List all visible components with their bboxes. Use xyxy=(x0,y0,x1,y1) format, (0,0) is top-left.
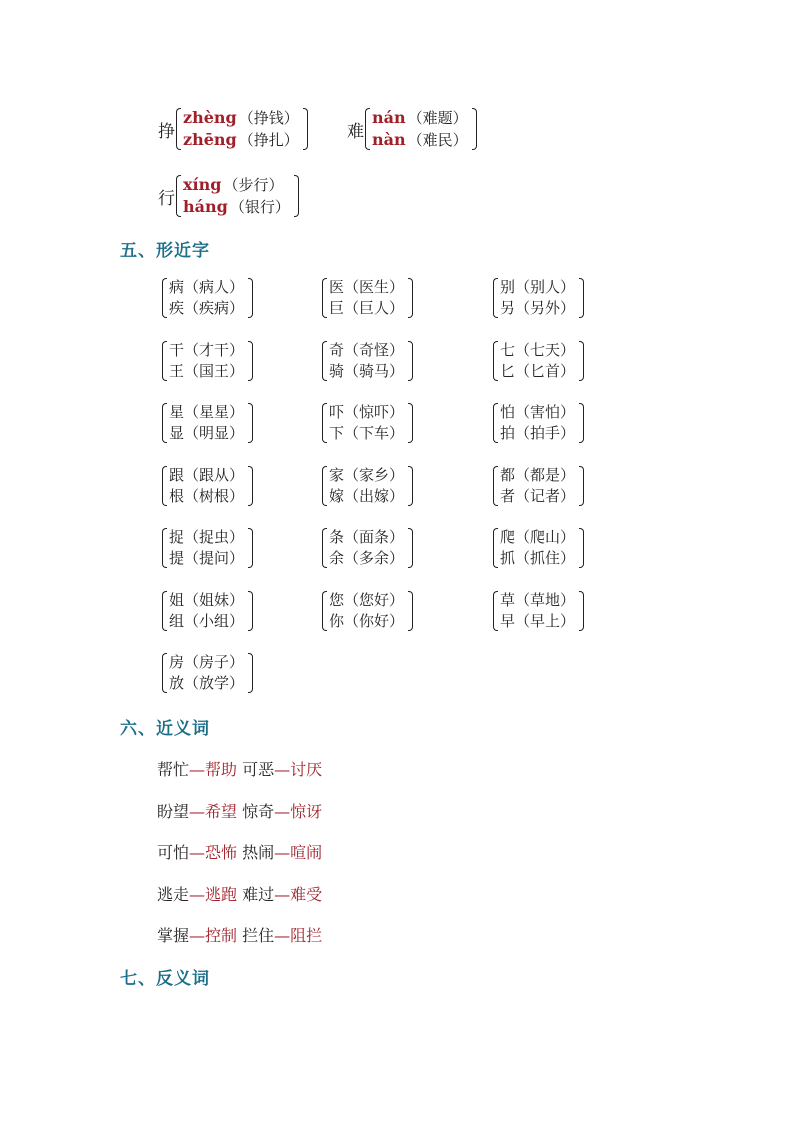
right-brace xyxy=(248,528,253,568)
similar-char-pair xyxy=(162,527,253,569)
similar-char: 疾 xyxy=(169,299,185,317)
synonym-word: 盼望 xyxy=(157,801,190,821)
similar-char: 都 xyxy=(500,465,516,484)
left-brace xyxy=(176,108,181,150)
similar-char-pair xyxy=(493,277,584,319)
similar-char: 干 xyxy=(169,340,185,359)
example-word: （你好） xyxy=(344,611,405,630)
synonym-answer: 逃跑 xyxy=(205,884,238,904)
synonym-answer: 喧闹 xyxy=(290,843,323,862)
example-word: （明显） xyxy=(184,424,245,442)
synonym-answer: 讨厌 xyxy=(290,760,323,779)
example-word: （房子） xyxy=(184,653,245,671)
left-brace xyxy=(162,466,167,506)
synonym-answer: 控制 xyxy=(205,926,238,945)
synonym-answer: 希望 xyxy=(205,801,238,821)
example-word: （难题） xyxy=(407,109,468,127)
similar-char: 下 xyxy=(329,424,345,442)
synonym-word: 逃走 xyxy=(157,884,190,904)
example-word: （都是） xyxy=(515,465,576,484)
similar-char-pair xyxy=(162,402,253,444)
synonym-row xyxy=(157,799,322,822)
similar-char-pair xyxy=(162,590,253,632)
pair-line xyxy=(329,277,404,298)
example-word: （捉虫） xyxy=(184,528,245,546)
pinyin: nàn xyxy=(372,130,406,149)
example-word: （惊吓） xyxy=(344,403,405,421)
pair-line xyxy=(500,590,575,611)
similar-char: 跟 xyxy=(169,465,185,484)
similar-char: 您 xyxy=(329,590,345,609)
example-word: （小组） xyxy=(184,611,245,630)
pair-line xyxy=(169,298,244,319)
synonym-answer: 难受 xyxy=(290,884,323,904)
similar-char: 早 xyxy=(500,611,516,630)
right-brace xyxy=(248,403,253,443)
similar-char: 医 xyxy=(329,278,345,296)
pair-line xyxy=(329,465,404,486)
left-brace xyxy=(322,528,327,568)
similar-char-pair xyxy=(493,465,584,507)
example-word: （拍手） xyxy=(515,424,576,442)
reading-line xyxy=(183,174,290,196)
right-brace xyxy=(408,403,413,443)
synonym-answer: 恐怖 xyxy=(205,843,238,862)
synonym-dash: — xyxy=(274,760,291,779)
example-word: （才干） xyxy=(184,340,245,359)
pair-line xyxy=(169,548,244,569)
example-word: （医生） xyxy=(344,278,405,296)
right-brace xyxy=(248,466,253,506)
polyphone-char: 挣 xyxy=(158,121,175,142)
similar-char: 抓 xyxy=(500,549,516,567)
right-brace xyxy=(408,528,413,568)
example-word: （抓住） xyxy=(515,549,576,567)
example-word: （面条） xyxy=(344,528,405,546)
left-brace xyxy=(493,466,498,506)
pair-line xyxy=(329,548,404,569)
left-brace xyxy=(162,591,167,631)
pinyin: xíng xyxy=(183,175,222,194)
pair-line xyxy=(169,361,244,382)
left-brace xyxy=(322,466,327,506)
pair-line xyxy=(329,590,404,611)
pair-line xyxy=(329,298,404,319)
right-brace xyxy=(579,591,584,631)
pair-line xyxy=(329,486,404,507)
similar-char: 姐 xyxy=(169,590,185,609)
pair-line xyxy=(500,277,575,298)
pair-line xyxy=(329,423,404,444)
similar-char: 你 xyxy=(329,611,345,630)
pair-line xyxy=(500,486,575,507)
synonym-word: 可怕 xyxy=(157,843,190,862)
pair-line xyxy=(500,548,575,569)
pair-line xyxy=(169,465,244,486)
section-heading-synonyms: 六、近义词 xyxy=(120,719,210,739)
right-brace xyxy=(408,591,413,631)
synonym-row xyxy=(157,923,322,946)
example-word: （早上） xyxy=(515,611,576,630)
pair-line xyxy=(500,361,575,382)
similar-char-pair xyxy=(493,527,584,569)
polyphone-group-zheng xyxy=(158,107,308,151)
example-word: （银行） xyxy=(229,198,290,216)
section-heading-similar-chars: 五、形近字 xyxy=(120,241,210,261)
similar-char: 巨 xyxy=(329,299,345,317)
similar-char: 王 xyxy=(169,361,185,380)
example-word: （您好） xyxy=(344,590,405,609)
left-brace xyxy=(493,341,498,381)
synonym-answer: 阻拦 xyxy=(290,926,323,945)
similar-char-pair xyxy=(322,340,413,382)
pair-line xyxy=(169,277,244,298)
synonym-word: 热闹 xyxy=(242,843,275,862)
reading-line xyxy=(372,129,468,151)
left-brace xyxy=(162,403,167,443)
reading-line xyxy=(183,107,299,129)
right-brace xyxy=(408,341,413,381)
similar-char: 提 xyxy=(169,549,185,567)
pair-line xyxy=(329,527,404,548)
pair-line xyxy=(500,527,575,548)
left-brace xyxy=(322,341,327,381)
example-word: （家乡） xyxy=(344,465,405,484)
pair-line xyxy=(500,340,575,361)
left-brace xyxy=(322,403,327,443)
right-brace xyxy=(472,108,477,150)
reading-line xyxy=(372,107,468,129)
similar-char-pair xyxy=(322,590,413,632)
reading-line xyxy=(183,129,299,151)
example-word: （别人） xyxy=(515,278,576,296)
similar-char: 吓 xyxy=(329,403,345,421)
right-brace xyxy=(579,403,584,443)
example-word: （提问） xyxy=(184,549,245,567)
synonym-dash: — xyxy=(189,801,206,821)
example-word: （疾病） xyxy=(184,299,245,317)
similar-char: 条 xyxy=(329,528,345,546)
pair-line xyxy=(500,465,575,486)
right-brace xyxy=(579,528,584,568)
example-word: （草地） xyxy=(515,590,576,609)
synonym-word: 帮忙 xyxy=(157,760,190,779)
right-brace xyxy=(579,466,584,506)
similar-char-pair xyxy=(322,402,413,444)
right-brace xyxy=(579,341,584,381)
pinyin: háng xyxy=(183,197,228,216)
polyphone-group-nan xyxy=(347,107,477,151)
example-word: （步行） xyxy=(223,176,284,194)
example-word: （姐妹） xyxy=(184,590,245,609)
pinyin: zhēng xyxy=(183,130,237,149)
example-word: （巨人） xyxy=(344,299,405,317)
example-word: （下车） xyxy=(344,424,405,442)
example-word: （骑马） xyxy=(344,361,405,380)
similar-char: 别 xyxy=(500,278,516,296)
similar-char: 匕 xyxy=(500,361,516,380)
left-brace xyxy=(493,528,498,568)
pinyin: nán xyxy=(372,108,406,127)
pair-line xyxy=(500,298,575,319)
synonym-dash: — xyxy=(189,760,206,779)
similar-char-pair xyxy=(162,340,253,382)
example-word: （另外） xyxy=(515,299,576,317)
example-word: （七天） xyxy=(515,340,576,359)
section-heading-antonyms: 七、反义词 xyxy=(120,969,210,989)
pair-line xyxy=(169,527,244,548)
left-brace xyxy=(493,278,498,318)
example-word: （难民） xyxy=(407,131,468,149)
example-word: （国王） xyxy=(184,361,245,380)
synonym-dash: — xyxy=(274,801,291,821)
example-word: （跟从） xyxy=(184,465,245,484)
similar-char: 另 xyxy=(500,299,516,317)
similar-char: 草 xyxy=(500,590,516,609)
synonym-word: 惊奇 xyxy=(242,801,275,821)
left-brace xyxy=(493,591,498,631)
example-word: （记者） xyxy=(515,486,576,505)
pair-line xyxy=(169,402,244,423)
left-brace xyxy=(162,278,167,318)
synonym-word: 拦住 xyxy=(242,926,275,945)
left-brace xyxy=(162,341,167,381)
example-word: （害怕） xyxy=(515,403,576,421)
similar-char: 拍 xyxy=(500,424,516,442)
pair-line xyxy=(169,340,244,361)
similar-char: 放 xyxy=(169,674,185,692)
right-brace xyxy=(294,175,299,217)
left-brace xyxy=(162,528,167,568)
polyphone-char: 行 xyxy=(158,188,175,209)
similar-char: 显 xyxy=(169,424,185,442)
left-brace xyxy=(493,403,498,443)
synonym-answer: 惊讶 xyxy=(290,801,323,821)
left-brace xyxy=(176,175,181,217)
left-brace xyxy=(162,653,167,693)
pair-line xyxy=(329,361,404,382)
example-word: （匕首） xyxy=(515,361,576,380)
left-brace xyxy=(365,108,370,150)
example-word: （树根） xyxy=(184,486,245,505)
pinyin: zhèng xyxy=(183,108,237,127)
right-brace xyxy=(303,108,308,150)
similar-char: 怕 xyxy=(500,403,516,421)
similar-char-pair xyxy=(162,652,253,694)
synonym-dash: — xyxy=(274,843,291,862)
synonym-dash: — xyxy=(274,884,291,904)
right-brace xyxy=(408,278,413,318)
pair-line xyxy=(169,652,244,673)
example-word: （出嫁） xyxy=(344,486,405,505)
reading-line xyxy=(183,196,290,218)
synonym-dash: — xyxy=(274,926,291,945)
pair-line xyxy=(500,402,575,423)
pair-line xyxy=(169,423,244,444)
pair-line xyxy=(169,486,244,507)
synonym-word: 掌握 xyxy=(157,926,190,945)
polyphone-group-xing xyxy=(158,174,299,218)
similar-char: 奇 xyxy=(329,340,345,359)
synonym-dash: — xyxy=(189,884,206,904)
similar-char-pair xyxy=(493,402,584,444)
similar-char: 房 xyxy=(169,653,185,671)
polyphone-char: 难 xyxy=(347,121,364,142)
example-word: （爬山） xyxy=(515,528,576,546)
similar-char-pair xyxy=(493,590,584,632)
similar-char: 骑 xyxy=(329,361,345,380)
pair-line xyxy=(169,611,244,632)
right-brace xyxy=(408,466,413,506)
similar-char: 爬 xyxy=(500,528,516,546)
right-brace xyxy=(248,278,253,318)
pair-line xyxy=(329,402,404,423)
similar-char-pair xyxy=(162,277,253,319)
similar-char: 根 xyxy=(169,486,185,505)
example-word: （病人） xyxy=(184,278,245,296)
similar-char: 组 xyxy=(169,611,185,630)
similar-char-pair xyxy=(322,465,413,507)
pair-line xyxy=(500,423,575,444)
similar-char: 星 xyxy=(169,403,185,421)
synonym-answer: 帮助 xyxy=(205,760,238,779)
example-word: （奇怪） xyxy=(344,340,405,359)
similar-char: 嫁 xyxy=(329,486,345,505)
synonym-row xyxy=(157,840,322,863)
left-brace xyxy=(322,278,327,318)
right-brace xyxy=(248,341,253,381)
synonym-row xyxy=(157,757,322,780)
pair-line xyxy=(500,611,575,632)
right-brace xyxy=(579,278,584,318)
similar-char-pair xyxy=(322,277,413,319)
synonym-dash: — xyxy=(189,843,206,862)
pair-line xyxy=(329,611,404,632)
similar-char-pair xyxy=(162,465,253,507)
example-word: （多余） xyxy=(344,549,405,567)
example-word: （挣钱） xyxy=(238,109,299,127)
synonym-row xyxy=(157,882,322,905)
left-brace xyxy=(322,591,327,631)
pair-line xyxy=(329,340,404,361)
example-word: （星星） xyxy=(184,403,245,421)
right-brace xyxy=(248,653,253,693)
similar-char: 者 xyxy=(500,486,516,505)
synonym-dash: — xyxy=(189,926,206,945)
example-word: （放学） xyxy=(184,674,245,692)
right-brace xyxy=(248,591,253,631)
similar-char: 病 xyxy=(169,278,185,296)
similar-char: 余 xyxy=(329,549,345,567)
example-word: （挣扎） xyxy=(238,131,299,149)
similar-char: 家 xyxy=(329,465,345,484)
pair-line xyxy=(169,590,244,611)
synonym-word: 难过 xyxy=(242,884,275,904)
similar-char-pair xyxy=(322,527,413,569)
similar-char: 捉 xyxy=(169,528,185,546)
similar-char: 七 xyxy=(500,340,516,359)
synonym-word: 可恶 xyxy=(242,760,275,779)
pair-line xyxy=(169,673,244,694)
similar-char-pair xyxy=(493,340,584,382)
